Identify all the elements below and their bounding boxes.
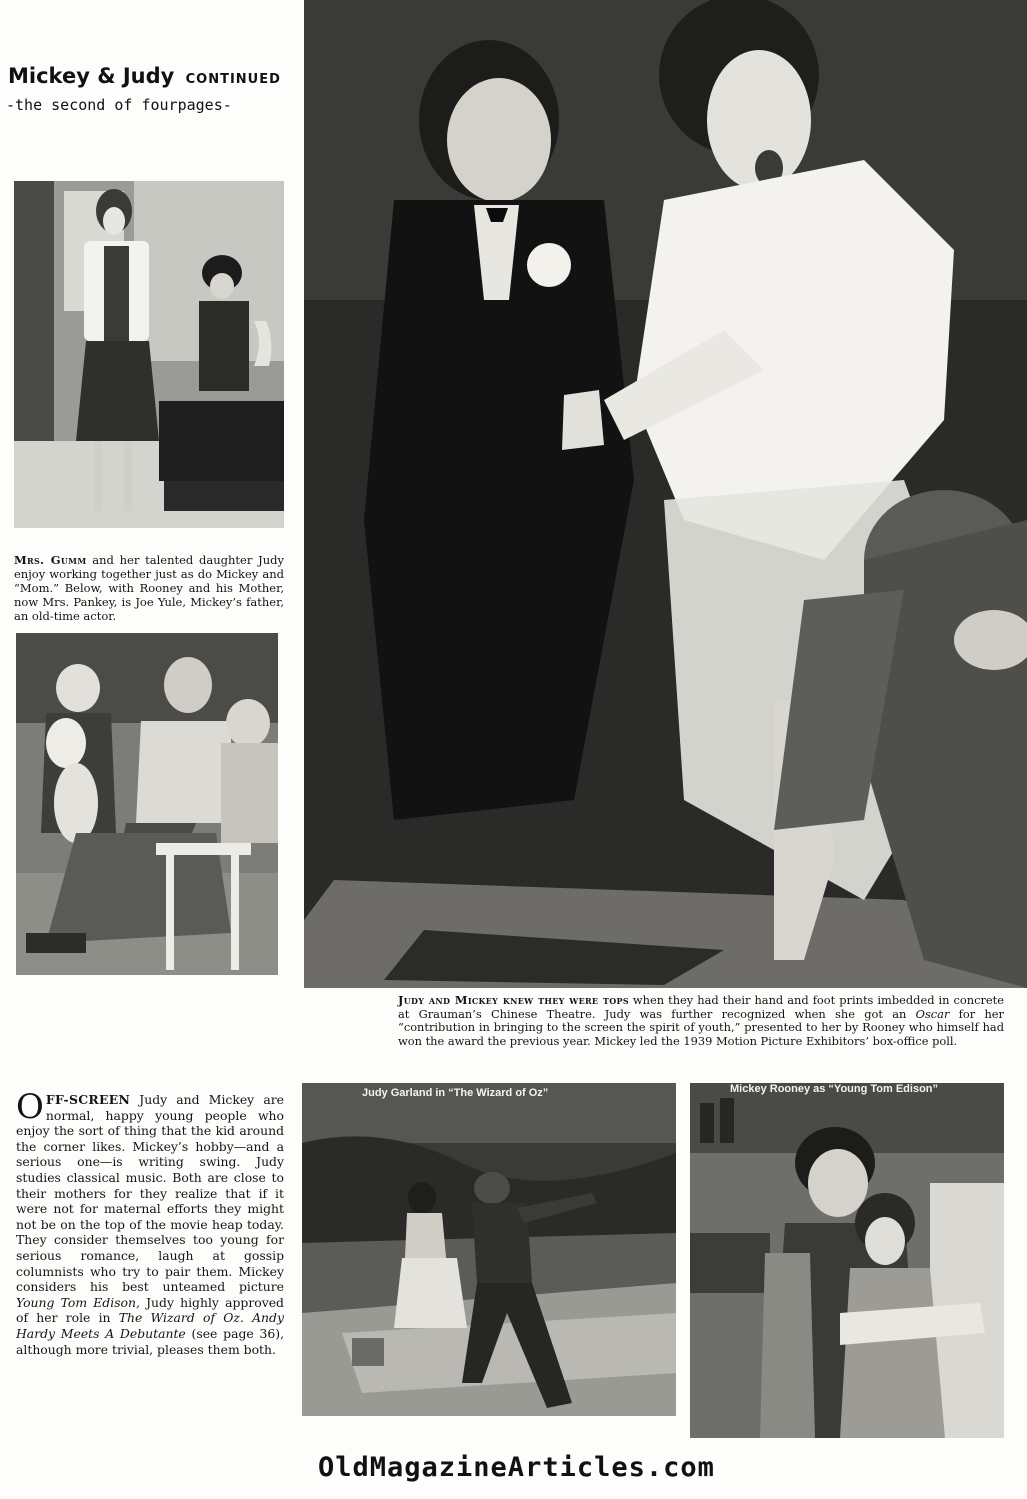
page-subtitle: -the second of fourpages- <box>6 96 232 114</box>
photo-judy-and-mother-image <box>14 181 284 528</box>
photo-graumans-theatre-image <box>304 0 1027 988</box>
photo-young-tom-edison-image <box>690 1083 1004 1438</box>
article-lead: FF-SCREEN <box>45 1092 131 1107</box>
article-body <box>16 1087 285 1357</box>
site-watermark: OldMagazineArticles.com <box>318 1452 715 1483</box>
article-title-andy: Andy Hardy Meets A Debutante <box>16 1310 284 1341</box>
wizard-of-oz-tag: Judy Garland in “The Wizard of Oz” <box>362 1087 549 1099</box>
caption-graumans-lead: Judy and Mickey knew they were tops <box>398 993 629 1007</box>
caption-mrs-gumm-text: and her talented daughter Judy enjoy working together just as do Mickey and “Mom.” Below, with Rooney and his Mother, now Mrs. Pankey, is Joe Yule, Mickey’s father, an old-time actor. <box>14 553 284 623</box>
article-title-edison: Young Tom Edison, <box>16 1294 140 1310</box>
caption-graumans <box>398 994 1004 1048</box>
photo-wizard-of-oz-image <box>302 1083 676 1416</box>
caption-graumans-text-2: for her “contribution in bringing to the screen the spirit of youth,” presented to her by Rooney who himself had won the award the previous year. Mickey led the 1939 Motion Picture Exhibitors’ box-office poll. <box>398 1006 1004 1048</box>
photo-rooney-family <box>16 633 278 975</box>
article-text-2: Judy highly approved of her role in <box>16 1294 284 1326</box>
article-text-3 <box>244 1310 252 1325</box>
article-title <box>8 64 298 88</box>
caption-graumans-text-1: when they had their hand and foot prints imbedded in concrete at Grauman’s Chinese Theatre. Judy was further recognized when she got an <box>398 993 1004 1021</box>
caption-mrs-gumm-lead: Mrs. Gumm <box>14 553 87 567</box>
article-title-oz: The Wizard of Oz. <box>118 1310 244 1326</box>
article-text-4: (see page 36), although more trivial, pleases them both. <box>16 1325 285 1357</box>
continued-label: CONTINUED <box>185 72 281 87</box>
photo-rooney-family-image <box>16 633 278 975</box>
drop-cap: O <box>16 1087 44 1127</box>
title-text: Mickey & Judy <box>8 64 175 88</box>
caption-graumans-oscar: Oscar <box>915 1006 950 1021</box>
young-tom-edison-tag: Mickey Rooney as “Young Tom Edison” <box>730 1083 939 1095</box>
caption-mrs-gumm <box>14 553 284 623</box>
photo-judy-and-mother <box>14 181 284 528</box>
photo-wizard-of-oz <box>302 1083 676 1416</box>
article-text-1: Judy and Mickey are normal, happy young people who enjoy the sort of thing that the kid around the corner likes. Mickey’s hobby—and a serious one—is writing swing. Judy studies classical music. Both are close to their mothers for they realize that if it were not for maternal efforts they might not be on the top of the movie heap today. They consider themselves too young for serious romance, laugh at gossip columnists who try to pair them. Mickey considers his best unteamed picture <box>16 1092 284 1295</box>
photo-young-tom-edison <box>690 1083 1004 1438</box>
photo-graumans-theatre <box>304 0 1027 988</box>
